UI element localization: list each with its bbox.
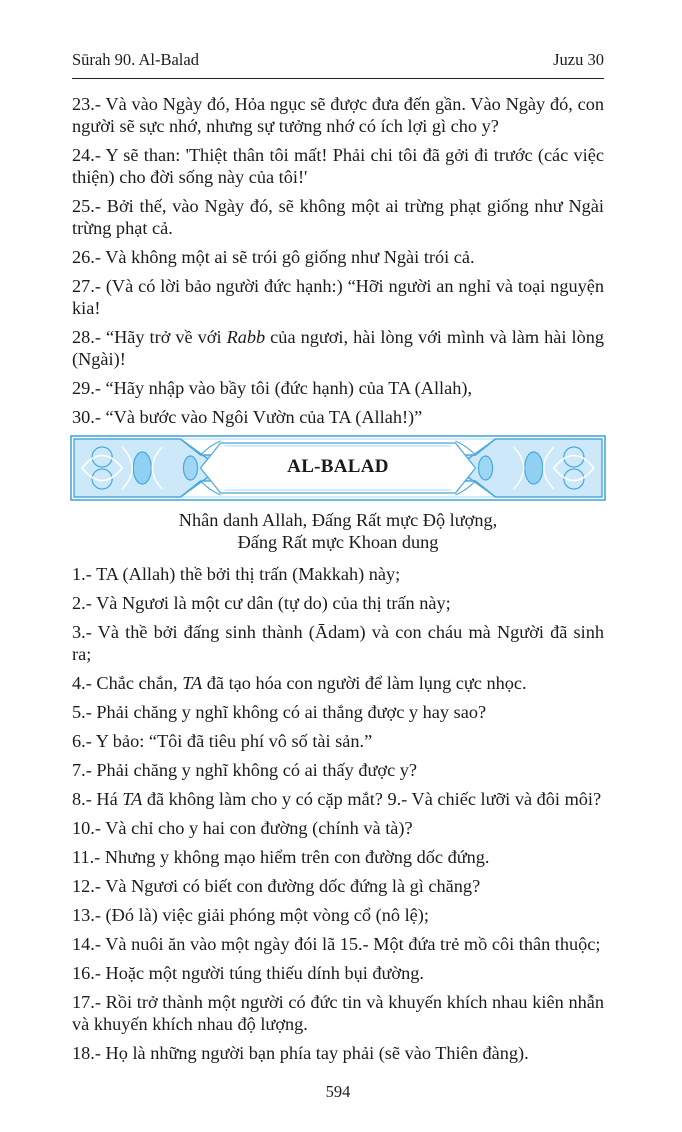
verse	[72, 904, 604, 926]
verse-text: (Và có lời bảo người đức hạnh:) “Hỡi người an nghỉ và toại nguyện kia!	[72, 276, 604, 318]
verse-number: 17.-	[72, 992, 101, 1012]
verse	[72, 563, 604, 585]
verse-text: Bởi thế, vào Ngày đó, sẽ không một ai trừng phạt giống như Ngài trừng phạt cả.	[72, 196, 604, 238]
verse-number: 2.-	[72, 593, 92, 613]
verse-text: Và Ngươi có biết con đường dốc đứng là gì chăng?	[105, 876, 481, 896]
verse-text: Và nuôi ăn vào một ngày đói lã 15.- Một đứa trẻ mồ côi thân thuộc;	[105, 934, 601, 954]
verse-text: Và vào Ngày đó, Hỏa ngục sẽ được đưa đến gần. Vào Ngày đó, con người sẽ sực nhớ, nhưng sự tưởng nhớ có ích lợi gì cho y?	[72, 94, 604, 136]
verse-text: TA (Allah) thề bởi thị trấn (Makkah) này;	[96, 564, 401, 584]
verse-text: Phải chăng y nghĩ không có ai thắng được y hay sao?	[96, 702, 487, 722]
verse	[72, 846, 604, 868]
verse	[72, 93, 604, 137]
verse	[72, 788, 604, 810]
bismillah-line-2: Đấng Rất mực Khoan dung	[237, 532, 439, 552]
verse-number: 28.-	[72, 327, 101, 347]
verse-text: Và Ngươi là một cư dân (tự do) của thị trấn này;	[96, 593, 451, 613]
verse-text: “Hãy nhập vào bầy tôi (đức hạnh) của TA (Allah),	[105, 378, 473, 398]
verse-emphasis: TA	[182, 673, 203, 693]
verse-number: 25.-	[72, 196, 101, 216]
verse-number: 12.-	[72, 876, 101, 896]
verse-text: Và không một ai sẽ trói gô giống như Ngài trói cả.	[105, 247, 475, 267]
verse-number: 27.-	[72, 276, 101, 296]
verse-number: 14.-	[72, 934, 101, 954]
verse	[72, 672, 604, 694]
verse	[72, 144, 604, 188]
verse-text: (Đó là) việc giải phóng một vòng cổ (nô lệ);	[105, 905, 429, 925]
verse-number: 7.-	[72, 760, 92, 780]
previous-surah-verses	[72, 93, 604, 428]
verse-number: 3.-	[72, 622, 92, 642]
verse-text: Nhưng y không mạo hiểm trên con đường dốc đứng.	[104, 847, 490, 867]
verse-number: 5.-	[72, 702, 92, 722]
verse-number: 24.-	[72, 145, 101, 165]
verse-text: Và chỉ cho y hai con đường (chính và tà)?	[105, 818, 413, 838]
verse-text: đã tạo hóa con người để làm lụng cực nhọc.	[202, 673, 527, 693]
verse	[72, 195, 604, 239]
verse	[72, 621, 604, 665]
verse-number: 4.-	[72, 673, 92, 693]
verse	[72, 875, 604, 897]
juz-label: Juzu 30	[553, 50, 604, 69]
verse-number: 10.-	[72, 818, 101, 838]
verse-number: 6.-	[72, 731, 92, 751]
running-header	[72, 50, 604, 79]
verse-number: 29.-	[72, 378, 101, 398]
verse-emphasis: Rabb	[226, 327, 266, 347]
verse	[72, 817, 604, 839]
verse	[72, 991, 604, 1035]
bismillah	[72, 509, 604, 553]
verse	[72, 326, 604, 370]
surah-banner	[70, 435, 606, 501]
verse	[72, 377, 604, 399]
verse-number: 26.-	[72, 247, 101, 267]
verse-number: 18.-	[72, 1043, 101, 1063]
verse-number: 30.-	[72, 407, 101, 427]
verse-text: Hoặc một người túng thiếu dính bụi đường.	[105, 963, 424, 983]
verse-text: Há	[96, 789, 123, 809]
surah-title: Sūrah 90. Al-Balad	[72, 50, 199, 69]
verse-text: Phải chăng y nghĩ không có ai thấy được y?	[96, 760, 418, 780]
verse	[72, 246, 604, 268]
verse-number: 16.-	[72, 963, 101, 983]
verse-text: “Và bước vào Ngôi Vườn của TA (Allah!)”	[105, 407, 423, 427]
verse-number: 8.-	[72, 789, 92, 809]
page-content	[72, 93, 604, 1064]
verse-text: Rồi trở thành một người có đức tin và khuyến khích nhau kiên nhẫn và khuyến khích nhau độ lượng.	[72, 992, 604, 1034]
verse-text: Và thề bởi đấng sinh thành (Ādam) và con cháu mà Người đã sinh ra;	[72, 622, 604, 664]
verse-number: 23.-	[72, 94, 101, 114]
verse-text: của ngươi, hài lòng với mình và làm hài lòng (Ngài)!	[72, 327, 604, 369]
verse	[72, 730, 604, 752]
verse-text: Y bảo: “Tôi đã tiêu phí vô số tài sản.”	[95, 731, 373, 751]
verse	[72, 962, 604, 984]
verse-emphasis: TA	[122, 789, 143, 809]
verse-number: 13.-	[72, 905, 101, 925]
verse	[72, 275, 604, 319]
verse-text: Chắc chắn,	[96, 673, 183, 693]
verse-text: Y sẽ than: 'Thiệt thân tôi mất! Phải chi tôi đã gởi đi trước (các việc thiện) cho đời sống này của tôi!'	[72, 145, 604, 187]
verse-text: đã không làm cho y có cặp mắt? 9.- Và chiếc lưỡi và đôi môi?	[142, 789, 602, 809]
verse-text: “Hãy trở về với	[105, 327, 227, 347]
verse	[72, 1042, 604, 1064]
verse-number: 11.-	[72, 847, 101, 867]
verse	[72, 933, 604, 955]
page-number: 594	[325, 1082, 351, 1101]
verse-number: 1.-	[72, 564, 92, 584]
bismillah-line-1: Nhân danh Allah, Đấng Rất mực Độ lượng,	[178, 510, 498, 530]
verse	[72, 701, 604, 723]
verse	[72, 406, 604, 428]
verse	[72, 759, 604, 781]
verse-text: Họ là những người bạn phía tay phải (sẽ vào Thiên đàng).	[105, 1043, 529, 1063]
surah-heading: AL-BALAD	[287, 456, 389, 477]
verse	[72, 592, 604, 614]
surah-verses	[72, 563, 604, 1064]
